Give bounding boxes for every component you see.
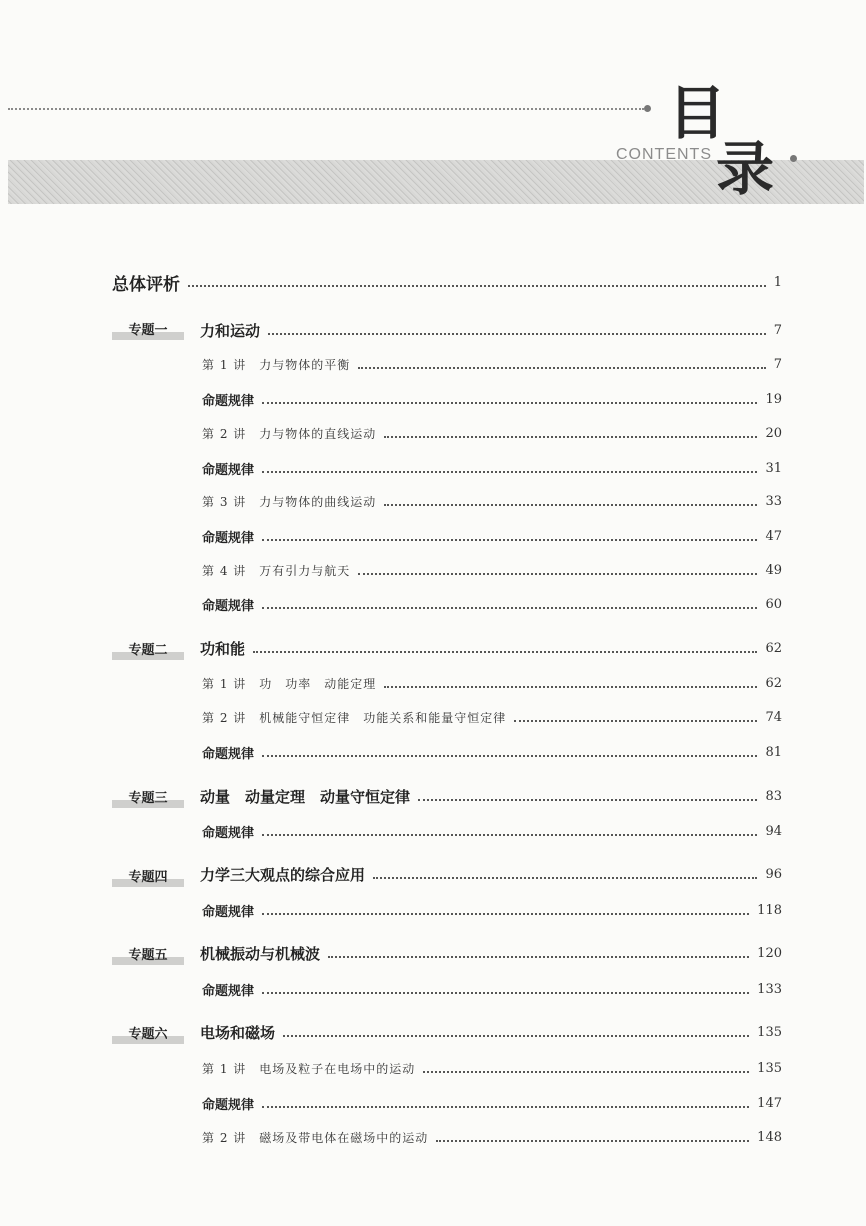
toc-entry-topic[interactable] <box>200 318 782 342</box>
toc-page-number: 74 <box>765 709 782 725</box>
toc-entry-title: 力和运动 <box>200 321 261 340</box>
contents-subtitle: CONTENTS <box>616 146 712 163</box>
topic-tag: 专题二 <box>112 642 184 660</box>
toc-page-number: 118 <box>757 902 782 918</box>
toc-entry-rule[interactable] <box>202 740 782 764</box>
toc-entry-lecture[interactable] <box>202 671 782 695</box>
toc-entry-lecture[interactable] <box>202 421 782 445</box>
toc-entry-title: 第 4 讲 万有引力与航天 <box>202 563 351 578</box>
dot-leader <box>262 607 757 609</box>
dot-leader <box>283 1035 749 1037</box>
toc-entry-rule[interactable] <box>202 387 782 411</box>
toc-page-number: 19 <box>765 391 782 407</box>
toc-entry-title: 命题规律 <box>202 598 255 614</box>
toc-entry-rule[interactable] <box>202 456 782 480</box>
toc-entry-rule[interactable] <box>202 592 782 616</box>
toc-entry-lecture[interactable] <box>202 352 782 376</box>
toc-page-number: 135 <box>757 1060 782 1076</box>
toc-page-number: 81 <box>765 744 782 760</box>
toc-page-number: 120 <box>757 945 782 961</box>
toc-page-number: 47 <box>765 528 782 544</box>
dot-leader <box>262 992 749 994</box>
toc-entry-lecture[interactable] <box>202 489 782 513</box>
dot-leader <box>262 834 757 836</box>
toc-page-number: 148 <box>757 1129 782 1145</box>
header-dot-left <box>644 105 651 112</box>
topic-tag: 专题一 <box>112 322 184 340</box>
toc-entry-title: 总体评析 <box>112 274 180 295</box>
header-dot-right <box>790 155 797 162</box>
dot-leader <box>358 367 765 369</box>
toc-entry-title: 命题规律 <box>202 825 255 841</box>
toc-page-number: 133 <box>757 981 782 997</box>
toc-page-number: 60 <box>765 596 782 612</box>
dot-leader <box>514 720 757 722</box>
toc-entry-rule[interactable] <box>202 977 782 1001</box>
dot-leader <box>262 402 757 404</box>
toc-page-number: 49 <box>765 562 782 578</box>
toc-entry-title: 命题规律 <box>202 462 255 478</box>
page-title-sub: 录 <box>716 135 775 203</box>
toc-page-number: 96 <box>765 866 782 882</box>
toc-entry-title: 命题规律 <box>202 983 255 999</box>
topic-tag: 专题六 <box>112 1026 184 1044</box>
dot-leader <box>188 285 766 287</box>
toc-entry-title: 力学三大观点的综合应用 <box>200 865 366 884</box>
dot-leader <box>253 651 757 653</box>
header-dotted-line <box>8 108 644 110</box>
topic-tag: 专题四 <box>112 869 184 887</box>
dot-leader <box>423 1071 749 1073</box>
toc-entry-title: 电场和磁场 <box>200 1023 276 1042</box>
dot-leader <box>373 877 757 879</box>
toc-page-number: 7 <box>773 322 782 338</box>
toc-entry-title: 功和能 <box>200 639 246 658</box>
dot-leader <box>384 504 757 506</box>
toc-entry-title: 命题规律 <box>202 1097 255 1113</box>
dot-leader <box>418 799 757 801</box>
toc-entry-title: 命题规律 <box>202 530 255 546</box>
toc-entry-title: 命题规律 <box>202 904 255 920</box>
toc-entry-title: 命题规律 <box>202 393 255 409</box>
toc-page-number: 147 <box>757 1095 782 1111</box>
dot-leader <box>262 471 757 473</box>
dot-leader <box>384 436 757 438</box>
dot-leader <box>262 755 757 757</box>
toc-entry-title: 第 2 讲 机械能守恒定律 功能关系和能量守恒定律 <box>202 710 507 725</box>
dot-leader <box>436 1140 749 1142</box>
toc-page-number: 20 <box>765 425 782 441</box>
toc-entry-topic[interactable] <box>200 1020 782 1044</box>
toc-entry-lecture[interactable] <box>202 558 782 582</box>
toc-page-number: 83 <box>765 788 782 804</box>
dot-leader <box>358 573 757 575</box>
dot-leader <box>384 686 757 688</box>
toc-entry-rule[interactable] <box>202 524 782 548</box>
toc-entry-title: 动量 动量定理 动量守恒定律 <box>200 787 411 806</box>
dot-leader <box>328 956 749 958</box>
toc-entry-rule[interactable] <box>202 898 782 922</box>
toc-entry-title: 第 1 讲 电场及粒子在电场中的运动 <box>202 1061 416 1076</box>
page-title-main: 目 <box>668 79 727 147</box>
dot-leader <box>262 913 749 915</box>
topic-tag: 专题三 <box>112 790 184 808</box>
toc-page-number: 135 <box>757 1024 782 1040</box>
dot-leader <box>262 539 757 541</box>
toc-entry-rule[interactable] <box>202 1091 782 1115</box>
toc-entry-lecture[interactable] <box>202 705 782 729</box>
toc-page-number: 33 <box>765 493 782 509</box>
toc-entry-title: 命题规律 <box>202 746 255 762</box>
toc-entry-overview[interactable] <box>112 270 782 294</box>
toc-entry-title: 第 3 讲 力与物体的曲线运动 <box>202 494 377 509</box>
toc-entry-lecture[interactable] <box>202 1056 782 1080</box>
toc-entry-title: 第 1 讲 力与物体的平衡 <box>202 357 351 372</box>
toc-entry-lecture[interactable] <box>202 1125 782 1149</box>
toc-entry-topic[interactable] <box>200 862 782 886</box>
toc-page-number: 94 <box>765 823 782 839</box>
toc-page-number: 62 <box>765 640 782 656</box>
toc-page-number: 7 <box>773 356 782 372</box>
toc-entry-title: 机械振动与机械波 <box>200 944 321 963</box>
toc-page-number: 31 <box>765 460 782 476</box>
toc-entry-title: 第 2 讲 磁场及带电体在磁场中的运动 <box>202 1130 429 1145</box>
toc-entry-topic[interactable] <box>200 636 782 660</box>
toc-entry-title: 第 2 讲 力与物体的直线运动 <box>202 426 377 441</box>
dot-leader <box>262 1106 749 1108</box>
toc-entry-title: 第 1 讲 功 功率 动能定理 <box>202 676 377 691</box>
toc-entry-topic[interactable] <box>200 784 782 808</box>
toc-entry-rule[interactable] <box>202 819 782 843</box>
dot-leader <box>268 333 766 335</box>
toc-entry-topic[interactable] <box>200 941 782 965</box>
topic-tag: 专题五 <box>112 947 184 965</box>
toc-page-number: 62 <box>765 675 782 691</box>
toc-page-number: 1 <box>773 274 782 290</box>
